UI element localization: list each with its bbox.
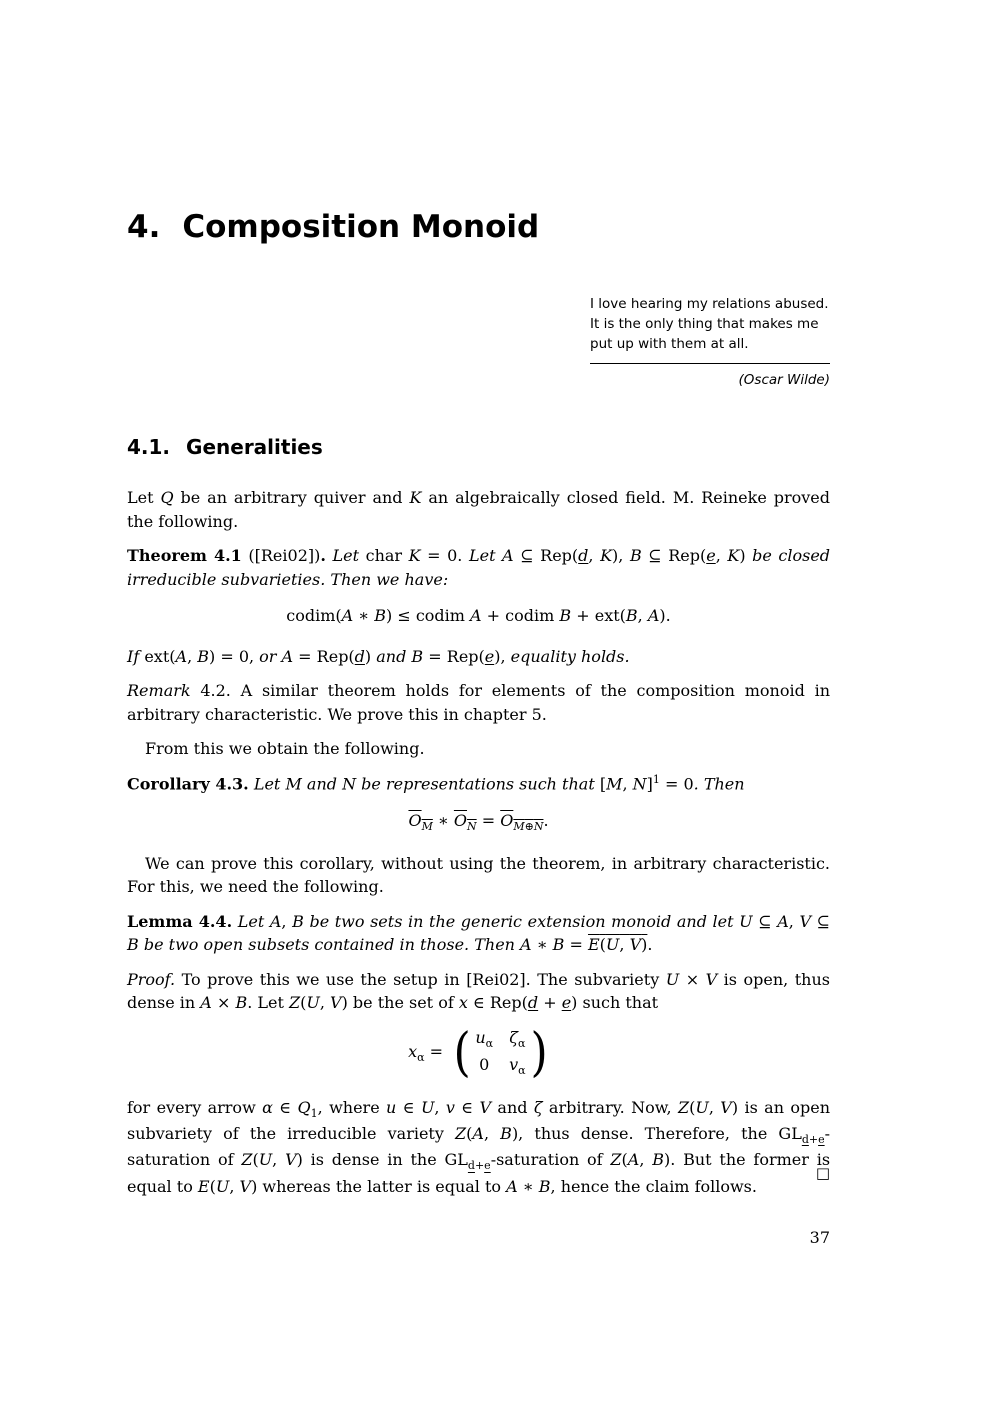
section-title: Generalities (186, 434, 323, 459)
section-heading (127, 433, 830, 462)
corollary-followup-paragraph: We can prove this corollary, without using the theorem, in arbitrary characteristic. For this, we need the following. (127, 853, 830, 897)
remark-4-2: Remark 4.2. A similar theorem holds for elements of the composition monoid in arbitrary characteristic. We prove this in chapter 5. (127, 681, 830, 724)
matrix-cell-r2c1: 0 (479, 1055, 490, 1075)
matrix-row (408, 1022, 549, 1083)
right-paren: ) (530, 1022, 548, 1083)
matrix-equation (127, 1022, 830, 1083)
epigraph-rule (590, 363, 830, 364)
epigraph (590, 294, 830, 391)
page-number: 37 (809, 1228, 830, 1247)
theorem-4-1: Theorem 4.1 ([Rei02]). Let char K = 0. Let A ⊆ Rep(d, K), B ⊆ Rep(e, K) be closed irreducible subvarieties. Then we have: (127, 546, 831, 589)
matrix-cell-r1c2: $\zeta_\alpha$ (509, 1027, 526, 1051)
epigraph-text: I love hearing my relations abused. It is the only thing that makes me put up with them at all. (590, 295, 829, 353)
intro-paragraph: Let Q be an arbitrary quiver and K an algebraically closed field. M. Reineke proved the following. (127, 488, 830, 531)
matrix-cell-r1c1: $u_\alpha$ (475, 1027, 494, 1051)
theorem-display-equation: codim(A ∗ B) ≤ codim A + codim B + ext(B, A). (286, 606, 671, 626)
qed-symbol: □ (815, 1164, 830, 1183)
proof-paragraph-2: for every arrow α ∈ $Q_1$, where u ∈ U, v ∈ V and ζ arbitrary. Now, Z(U, V) is an open subvariety of the irreducible variety Z(A, B), thus dense. Therefore, the $GL_{d+e}$-saturation of Z(U, V) is dense in the $GL_{d+e}$-saturation of Z(A, B). But the former is equal to E(U, V) whereas the latter is equal to A ∗ B, hence the claim follows. (127, 1097, 831, 1196)
epigraph-attribution: (Oscar Wilde) (738, 372, 830, 389)
chapter-number: 4. (127, 209, 161, 245)
theorem-condition: If ext(A, B) = 0, or A = Rep(d) and B = Rep(e), equality holds. (127, 646, 630, 666)
section-number: 4.1. (127, 434, 171, 459)
chapter-heading (127, 210, 830, 246)
lemma-4-4: Lemma 4.4. Let A, B be two sets in the generic extension monoid and let U ⊆ A, V ⊆ B be two open subsets contained in those. Then A ∗ B = E(U, V). (127, 911, 831, 955)
chapter-title: Composition Monoid (182, 209, 540, 245)
matrix-lhs: $x_\alpha$ = (408, 1041, 444, 1064)
corollary-4-3: Corollary 4.3. Let M and N be representations such that [M, N]$^1$ = 0. Then (127, 772, 745, 793)
matrix-cell-r2c2: $v_\alpha$ (509, 1055, 526, 1078)
transition-paragraph: From this we obtain the following. (145, 739, 425, 759)
proof-paragraph-1: Proof. To prove this we use the setup in [Rei02]. The subvariety U × V is open, thus dense in A × B. Let Z(U, V) be the set of x ∈ Rep(d + e) such that (127, 969, 830, 1013)
corollary-display-equation: $O_M$ ∗ $O_N = O_{M\oplus N}$. (408, 810, 549, 833)
matrix-grid (472, 1026, 528, 1080)
proof-conclusion (127, 1096, 830, 1199)
left-paren: ( (453, 1022, 471, 1083)
